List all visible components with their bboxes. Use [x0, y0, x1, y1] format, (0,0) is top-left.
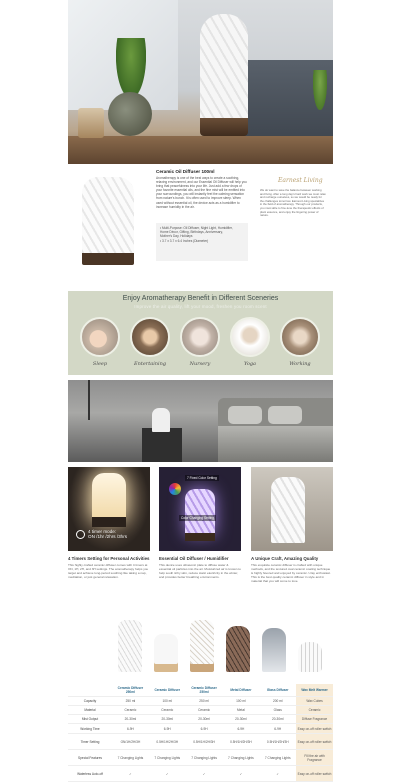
table-cell: 20-30ml [149, 715, 186, 724]
table-cell: 7 Changing Lights [149, 750, 186, 766]
table-header: Ceramic Diffuser 250ml [186, 684, 223, 697]
row-label: Waterless Auto-off [68, 766, 112, 782]
pillow-image [268, 406, 302, 424]
table-cell: 0.5H/1H/2H/3H [149, 734, 186, 750]
product-bullets [156, 223, 248, 261]
product-title: Ceramic Oil Diffuser 100ml [156, 169, 215, 174]
table-row [68, 724, 333, 734]
table-cell: 0.5H/1H/2H/3H [222, 734, 259, 750]
table-cell: 0.5H/1H/2H/3H [259, 734, 296, 750]
feature-caption-craft [251, 556, 333, 583]
table-cell: Wax Cubes [296, 697, 333, 706]
table-header: Glass Diffuser [259, 684, 296, 697]
hero-diffuser-image [200, 14, 248, 124]
table-cell: ON/1H/2H/3H [112, 734, 149, 750]
nightstand-image [142, 428, 182, 462]
timer-overlay-line2: ON /1hr /2hrs /3hrs [88, 534, 128, 540]
brand-script-title: Earnest Living [278, 177, 323, 184]
comparison-table [68, 684, 333, 782]
sceneries-subheading: Improve the air quality, lift your mood, freshen you room scent [134, 304, 267, 309]
color-feature-photo [159, 467, 241, 551]
table-row [68, 734, 333, 750]
scene-label-sleep: Sleep [92, 361, 108, 367]
row-label: Mist Output [68, 715, 112, 724]
table-cell: Easy on-off roller switch [296, 734, 333, 750]
scene-nursery-image [180, 317, 220, 357]
table-header [68, 684, 112, 697]
table-cell: 20-30ml [259, 715, 296, 724]
bullet-item: • Multi-Purpose: Oil Diffuser, Night Light, Humidifier, [160, 226, 233, 230]
purple-diffuser-base [185, 533, 215, 541]
thumb-ceramic-image [154, 634, 178, 672]
purple-diffuser-image [185, 489, 215, 535]
table-cell: ✓ [186, 766, 223, 782]
timer-overlay-text [88, 529, 148, 540]
table-cell: 6-9H [259, 724, 296, 734]
table-header: Ceramic Diffuser 250ml [112, 684, 149, 697]
table-cell: Ceramic [149, 706, 186, 715]
jar-image [78, 108, 104, 138]
table-cell: Glass [259, 706, 296, 715]
table-row [68, 697, 333, 706]
thumb-glass-image [262, 628, 286, 672]
row-label: Material [68, 706, 112, 715]
product-page [68, 0, 333, 784]
table-cell: 250 ml [186, 697, 223, 706]
table-cell: 6-9H [149, 724, 186, 734]
table-row [68, 766, 333, 782]
table-cell: Easy on-off roller switch [296, 724, 333, 734]
feature-title: A Unique Craft, Amazing Quality [251, 556, 319, 561]
scene-sleep-image [80, 317, 120, 357]
feature-description: This device uses ultrasonic plate to diffuse water & essential oil particles into the air. Moisturized air is known to help sooth itchy skin, reduce static electricity in the winter, and provides better breathing environments. [159, 563, 241, 579]
glowing-diffuser-image [92, 473, 126, 519]
lamp-image [88, 380, 90, 420]
comparison-product-images [112, 620, 333, 680]
table-cell: Diffuse Fragrance [296, 715, 333, 724]
thumb-ceramic-250-alt-image [190, 620, 214, 672]
row-label: Timer Setting [68, 734, 112, 750]
row-label: Working Time [68, 724, 112, 734]
scene-label-yoga: Yoga [243, 361, 257, 367]
table-cell: ✓ [112, 766, 149, 782]
table-cell: ✓ [149, 766, 186, 782]
scene-label-entertaining: Entertaining [133, 361, 167, 367]
fixed-color-tag: 7 Fixed Color Setting [187, 476, 217, 480]
scene-entertaining-image [130, 317, 170, 357]
feature-title: 4 Timers Setting for Personal Activities [68, 556, 150, 561]
bullet-item: Mother's Day, Holidays [160, 234, 193, 239]
feature-description: This exquisite ceramic diffuser is crafted with unique methods, and the textured oval ceramic coating technique is highly favored and enjoyed by ceramic / clay enthusiast. This is the best quality ceramic diffuser in style and in material that you will come to love. [251, 563, 331, 583]
bedroom-photo [68, 380, 333, 462]
glass-plant-pot [108, 92, 152, 136]
table-cell: Metal [222, 706, 259, 715]
table-cell: Ceramic [186, 706, 223, 715]
table-cell: 100 ml [222, 697, 259, 706]
sceneries-banner [68, 291, 333, 375]
brand-description: We do want to save the balance between working and living. After a long day's hard work we must relax and recharge ourselves, so we would be ready for the challenges tomorrow. Earnest Living specializes in the field of aromatherapy. Through our products, you must able to fine-tune the therapeutic effects of plant essence, and enjoy the lingering power of nature. [260, 188, 326, 218]
table-cell: 20-30ml [222, 715, 259, 724]
wooden-table [68, 136, 333, 164]
table-cell: 6-9H [186, 724, 223, 734]
comparison-section [68, 612, 333, 784]
scene-label-nursery: Nursery [189, 361, 211, 367]
feature-description: This highly crafted ceramic diffuser comes with 4 timers at ON, 1H, 2H, and 3H settings. The aromatherapy helps you target and achieve long-period soothing like taking a nap, meditation, or just general relaxation. [68, 563, 149, 579]
color-wheel-icon [169, 483, 181, 495]
table-cell: 6-9H [112, 724, 149, 734]
table-cell: Fill the air with Fragrance [296, 750, 333, 766]
bullet-item: • 3.7 x 3.7 x 6.4 Inches (Diameter) [160, 238, 209, 243]
table-cell: Easy on-off roller switch [296, 766, 333, 782]
row-label: Capacity [68, 697, 112, 706]
table-row [68, 715, 333, 724]
scene-working-image [280, 317, 320, 357]
table-cell: 7 Changing Lights [222, 750, 259, 766]
thumb-ceramic-250-image [118, 620, 142, 672]
table-cell: 20-30ml [186, 715, 223, 724]
scene-label-working: Working [289, 361, 311, 367]
feature-caption-humidifier [159, 556, 241, 579]
table-cell: 20-30ml [112, 715, 149, 724]
deco-plant-image [313, 70, 327, 110]
timer-overlay-line1: 4 timer mode: [88, 529, 117, 534]
color-changing-tag: Color Changing Setting [181, 516, 214, 520]
bedroom-diffuser-image [152, 408, 170, 432]
table-cell: 7 Changing Lights [259, 750, 296, 766]
bed-image [218, 426, 333, 462]
glowing-diffuser-base [92, 517, 126, 527]
product-description: Aromatherapy is one of the best ways to create a soothing, relaxing environment, and our Essential Oil Diffuser will help you bring that peacefulness into your life. Just add a few drops of your favorite essential oils, and the fine mist will be emitted into your surroundings, you will instantly feel the calming sensation from nature's bunch. It is often used to improve sleep. When used without essential oil, the device acts as a humidifier to increase humidity in the air. [156, 176, 247, 209]
hero-diffuser-base [200, 118, 248, 136]
feature-caption-timer [68, 556, 150, 579]
hero-image [68, 0, 333, 164]
product-image [82, 177, 134, 263]
table-cell: ✓ [259, 766, 296, 782]
thumb-wax-warmer-image [298, 642, 322, 672]
table-cell: Ceramic [296, 706, 333, 715]
bullet-item: Home Décor, Gifting, Birthdays, Anniversary, [160, 230, 223, 235]
craft-feature-photo [251, 467, 333, 551]
pillow-image [228, 406, 262, 424]
product-intro [68, 165, 333, 275]
table-cell: 6-9H [222, 724, 259, 734]
table-cell: 200 ml [259, 697, 296, 706]
table-cell: 100 ml [149, 697, 186, 706]
scene-yoga-image [230, 317, 270, 357]
table-header: Wax Melt Warmer [296, 684, 333, 697]
feature-title: Essential Oil Diffuser / Humidifier [159, 556, 229, 561]
table-cell: ✓ [222, 766, 259, 782]
table-row [68, 750, 333, 766]
sceneries-heading: Enjoy Aromatherapy Benefit in Different Sceneries [122, 295, 279, 302]
timer-feature-photo [68, 467, 150, 551]
table-cell: 7 Changing Lights [186, 750, 223, 766]
plant-image [116, 38, 146, 98]
table-cell: 250 ml [112, 697, 149, 706]
product-image-base [82, 253, 134, 265]
clock-icon [76, 530, 85, 539]
table-cell: 0.5H/1H/2H/3H [186, 734, 223, 750]
table-cell: 7 Changing Lights [112, 750, 149, 766]
table-cell: Ceramic [112, 706, 149, 715]
thumb-metal-image [226, 626, 250, 672]
row-label: Special Features [68, 750, 112, 766]
table-header: Ceramic Diffuser [149, 684, 186, 697]
table-header: Metal Diffuser [222, 684, 259, 697]
white-diffuser-image [271, 477, 305, 543]
table-row [68, 706, 333, 715]
